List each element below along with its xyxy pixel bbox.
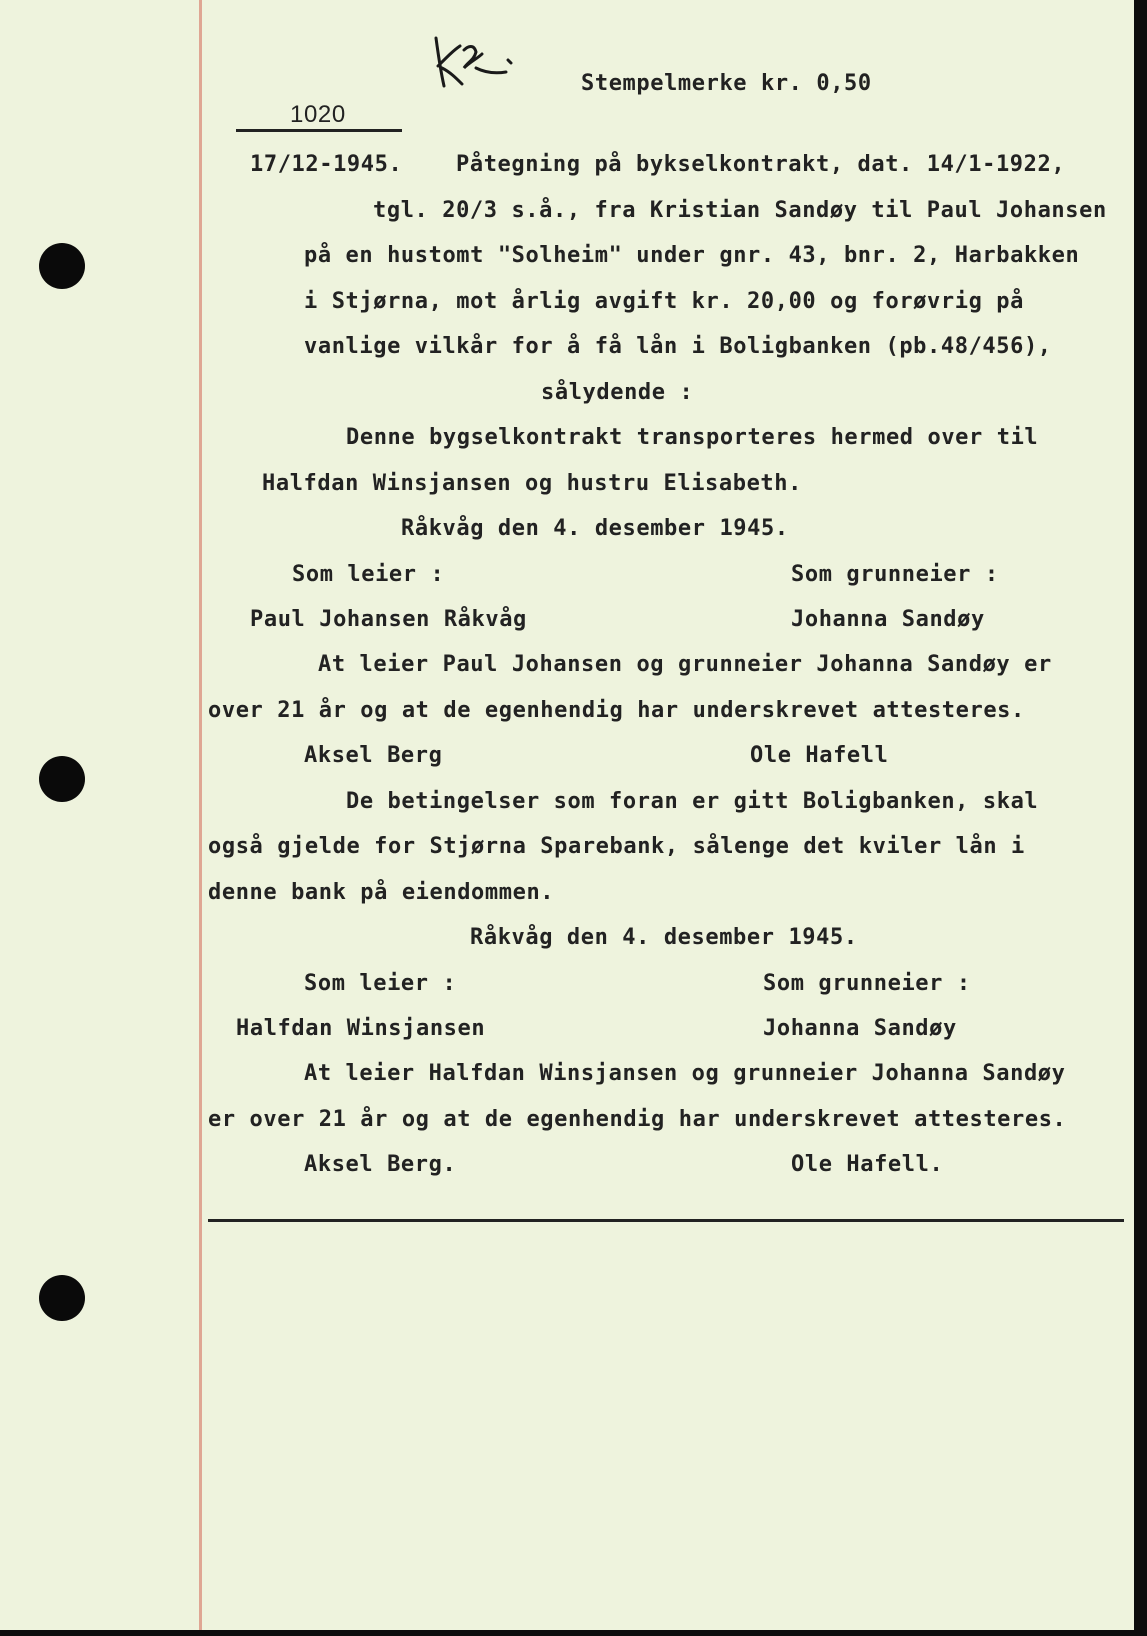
leier-label: Som leier :	[304, 971, 457, 996]
body-line: også gjelde for Stjørna Sparebank, sålenge det kviler lån i	[208, 834, 1025, 859]
punch-hole	[39, 243, 85, 289]
attestation-line: er over 21 år og at de egenhendig har underskrevet attesteres.	[208, 1107, 1067, 1132]
page-number-underline	[236, 129, 402, 132]
punch-hole	[39, 1275, 85, 1321]
leier-label: Som leier :	[292, 562, 445, 587]
end-rule	[208, 1219, 1124, 1222]
leier-name: Halfdan Winsjansen	[236, 1016, 486, 1041]
entry-line: på en hustomt "Solheim" under gnr. 43, bnr. 2, Harbakken	[304, 243, 1080, 268]
leier-name: Paul Johansen Råkvåg	[250, 607, 527, 632]
grunneier-label: Som grunneier :	[763, 971, 971, 996]
punch-hole	[39, 756, 85, 802]
place-date: Råkvåg den 4. desember 1945.	[470, 925, 858, 950]
entry-date: 17/12-1945.	[250, 152, 403, 177]
witness-name: Aksel Berg.	[304, 1152, 457, 1177]
stamp-duty-note: Stempelmerke kr. 0,50	[581, 71, 872, 96]
attestation-line: over 21 år og at de egenhendig har underskrevet attesteres.	[208, 698, 1025, 723]
witness-name: Aksel Berg	[304, 743, 443, 768]
entry-line: sålydende :	[541, 380, 694, 405]
grunneier-label: Som grunneier :	[791, 562, 999, 587]
body-line: Denne bygselkontrakt transporteres hermed over til	[346, 425, 1039, 450]
margin-line	[199, 0, 202, 1630]
page-number: 1020	[290, 101, 346, 128]
entry-line: Påtegning på bykselkontrakt, dat. 14/1-1922,	[456, 152, 1066, 177]
attestation-line: At leier Paul Johansen og grunneier Johanna Sandøy er	[318, 652, 1052, 677]
witness-name: Ole Hafell.	[791, 1152, 944, 1177]
initials-signature	[424, 28, 524, 98]
entry-line: i Stjørna, mot årlig avgift kr. 20,00 og forøvrig på	[304, 289, 1024, 314]
grunneier-name: Johanna Sandøy	[763, 1016, 957, 1041]
body-line: Halfdan Winsjansen og hustru Elisabeth.	[262, 471, 802, 496]
grunneier-name: Johanna Sandøy	[791, 607, 985, 632]
place-date: Råkvåg den 4. desember 1945.	[401, 516, 789, 541]
entry-line: vanlige vilkår for å få lån i Boligbanken (pb.48/456),	[304, 334, 1052, 359]
witness-name: Ole Hafell	[750, 743, 889, 768]
body-line: denne bank på eiendommen.	[208, 880, 555, 905]
attestation-line: At leier Halfdan Winsjansen og grunneier Johanna Sandøy	[304, 1061, 1066, 1086]
entry-line: tgl. 20/3 s.å., fra Kristian Sandøy til Paul Johansen	[373, 198, 1107, 223]
body-line: De betingelser som foran er gitt Boligbanken, skal	[346, 789, 1039, 814]
